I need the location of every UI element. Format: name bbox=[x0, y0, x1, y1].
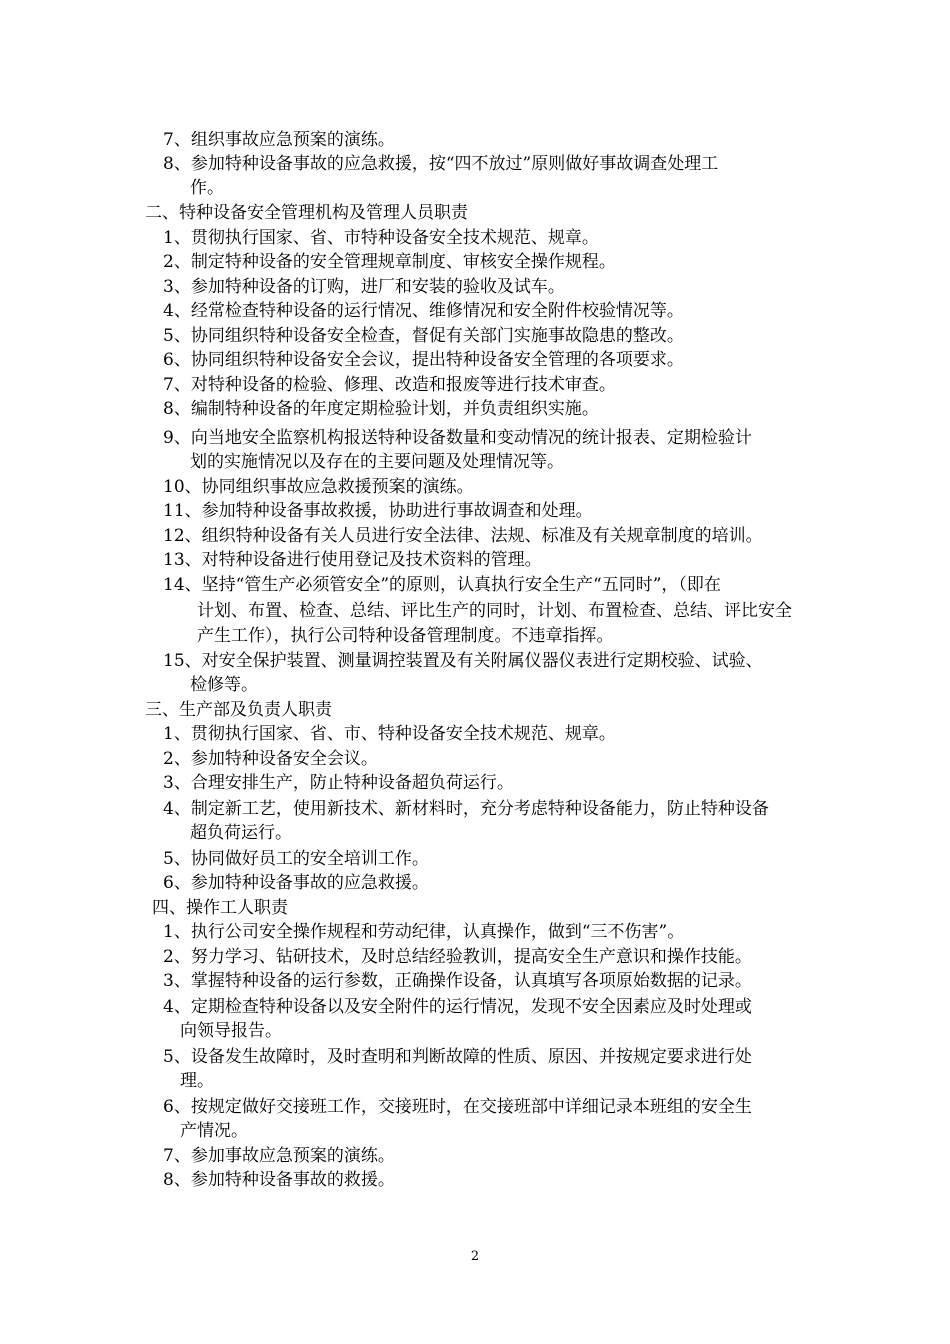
text-line: 4、制定新工艺，使用新技术、新材料时，充分考虑特种设备能力，防止特种设备 bbox=[163, 799, 769, 819]
text-line: 检修等。 bbox=[190, 675, 258, 695]
text-line: 8、参加特种设备事故的应急救援，按“四不放过”原则做好事故调查处理工 bbox=[163, 154, 719, 174]
text-line: 14、坚持“管生产必须管安全”的原则，认真执行安全生产“五同时”，（即在 bbox=[163, 575, 721, 595]
text-line: 8、编制特种设备的年度定期检验计划，并负责组织实施。 bbox=[163, 399, 599, 419]
text-line: 2、参加特种设备安全会议。 bbox=[163, 749, 378, 769]
text-line: 2、制定特种设备的安全管理规章制度、审核安全操作规程。 bbox=[163, 252, 616, 272]
text-line: 7、参加事故应急预案的演练。 bbox=[163, 1146, 395, 1166]
section-heading: 三、生产部及负责人职责 bbox=[145, 700, 332, 720]
text-line: 5、协同组织特种设备安全检查，督促有关部门实施事故隐患的整改。 bbox=[163, 326, 684, 346]
text-line: 计划、布置、检查、总结、评比生产的同时，计划、布置检查、总结、评比安全 bbox=[197, 601, 792, 621]
section-heading: 四、操作工人职责 bbox=[152, 898, 288, 918]
section-heading: 二、特种设备安全管理机构及管理人员职责 bbox=[145, 203, 468, 223]
text-line: 4、定期检查特种设备以及安全附件的运行情况，发现不安全因素应及时处理或 bbox=[163, 997, 752, 1017]
text-line: 2、努力学习、钻研技术，及时总结经验教训，提高安全生产意识和操作技能。 bbox=[163, 947, 752, 967]
text-line: 8、参加特种设备事故的救援。 bbox=[163, 1170, 395, 1190]
text-line: 3、合理安排生产，防止特种设备超负荷运行。 bbox=[163, 773, 514, 793]
text-line: 7、组织事故应急预案的演练。 bbox=[163, 130, 395, 150]
text-line: 11、参加特种设备事故救援，协助进行事故调查和处理。 bbox=[163, 501, 593, 521]
text-line: 12、组织特种设备有关人员进行安全法律、法规、标准及有关规章制度的培训。 bbox=[163, 526, 763, 546]
text-line: 3、参加特种设备的订购，进厂和安装的验收及试车。 bbox=[163, 277, 565, 297]
text-line: 产生工作），执行公司特种设备管理制度。不违章指挥。 bbox=[197, 626, 614, 646]
text-line: 5、协同做好员工的安全培训工作。 bbox=[163, 849, 429, 869]
text-line: 6、参加特种设备事故的应急救援。 bbox=[163, 873, 429, 893]
text-line: 1、贯彻执行国家、省、市特种设备安全技术规范、规章。 bbox=[163, 228, 599, 248]
text-line: 1、执行公司安全操作规程和劳动纪律，认真操作，做到“三不伤害”。 bbox=[163, 922, 685, 942]
text-line: 6、按规定做好交接班工作，交接班时，在交接班部中详细记录本班组的安全生 bbox=[163, 1097, 752, 1117]
text-line: 划的实施情况以及存在的主要问题及处理情况等。 bbox=[190, 452, 564, 472]
text-line: 3、掌握特种设备的运行参数，正确操作设备，认真填写各项原始数据的记录。 bbox=[163, 971, 752, 991]
text-line: 理。 bbox=[180, 1071, 214, 1091]
text-line: 4、经常检查特种设备的运行情况、维修情况和安全附件校验情况等。 bbox=[163, 301, 684, 321]
text-line: 向领导报告。 bbox=[180, 1021, 282, 1041]
text-line: 15、对安全保护装置、测量调控装置及有关附属仪器仪表进行定期校验、试验、 bbox=[163, 651, 763, 671]
page-number: 2 bbox=[470, 1249, 480, 1264]
text-line: 5、设备发生故障时，及时查明和判断故障的性质、原因、并按规定要求进行处 bbox=[163, 1047, 752, 1067]
text-line: 13、对特种设备进行使用登记及技术资料的管理。 bbox=[163, 550, 542, 570]
text-line: 产情况。 bbox=[180, 1121, 248, 1141]
text-line: 作。 bbox=[190, 178, 224, 198]
text-line: 7、对特种设备的检验、修理、改造和报废等进行技术审查。 bbox=[163, 375, 616, 395]
text-line: 10、协同组织事故应急救援预案的演练。 bbox=[163, 477, 474, 497]
text-line: 9、向当地安全监察机构报送特种设备数量和变动情况的统计报表、定期检验计 bbox=[163, 428, 752, 448]
text-line: 超负荷运行。 bbox=[190, 823, 292, 843]
text-line: 6、协同组织特种设备安全会议，提出特种设备安全管理的各项要求。 bbox=[163, 350, 684, 370]
text-line: 1、贯彻执行国家、省、市、特种设备安全技术规范、规章。 bbox=[163, 724, 616, 744]
